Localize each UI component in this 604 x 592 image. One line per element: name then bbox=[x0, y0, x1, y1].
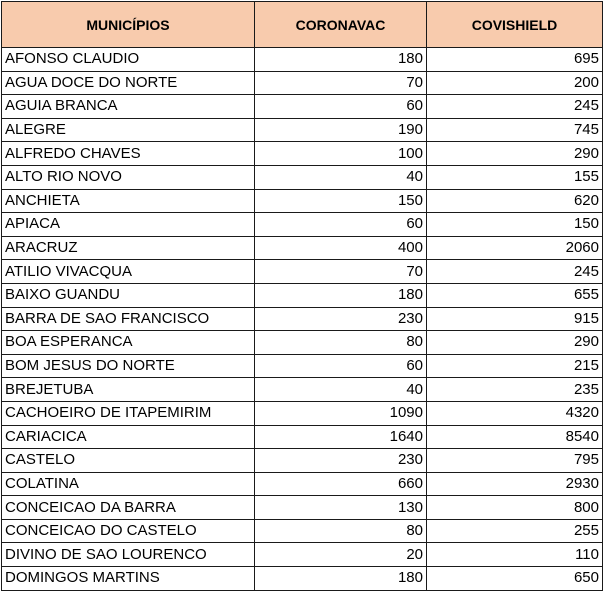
municipio-cell: ARACRUZ bbox=[2, 236, 255, 260]
covishield-cell: 255 bbox=[427, 519, 603, 543]
table-row bbox=[2, 236, 603, 260]
municipio-cell: CONCEICAO DO CASTELO bbox=[2, 519, 255, 543]
covishield-cell: 695 bbox=[427, 48, 603, 72]
table-row bbox=[2, 48, 603, 72]
covishield-cell: 2930 bbox=[427, 472, 603, 496]
table-row bbox=[2, 519, 603, 543]
coronavac-cell: 100 bbox=[255, 142, 427, 166]
covishield-cell: 215 bbox=[427, 354, 603, 378]
covishield-cell: 4320 bbox=[427, 401, 603, 425]
coronavac-cell: 190 bbox=[255, 118, 427, 142]
table-row bbox=[2, 496, 603, 520]
coronavac-cell: 150 bbox=[255, 189, 427, 213]
table-row bbox=[2, 118, 603, 142]
municipio-cell: AFONSO CLAUDIO bbox=[2, 48, 255, 72]
municipio-cell: DOMINGOS MARTINS bbox=[2, 567, 255, 591]
table-row bbox=[2, 71, 603, 95]
municipio-cell: ALFREDO CHAVES bbox=[2, 142, 255, 166]
covishield-cell: 235 bbox=[427, 378, 603, 402]
covishield-cell: 915 bbox=[427, 307, 603, 331]
coronavac-cell: 60 bbox=[255, 354, 427, 378]
covishield-cell: 155 bbox=[427, 165, 603, 189]
covishield-cell: 200 bbox=[427, 71, 603, 95]
covishield-cell: 290 bbox=[427, 331, 603, 355]
covishield-cell: 8540 bbox=[427, 425, 603, 449]
vaccine-distribution-table bbox=[1, 1, 603, 591]
municipio-cell: CONCEICAO DA BARRA bbox=[2, 496, 255, 520]
covishield-cell: 795 bbox=[427, 449, 603, 473]
covishield-cell: 620 bbox=[427, 189, 603, 213]
table-row bbox=[2, 213, 603, 237]
covishield-cell: 150 bbox=[427, 213, 603, 237]
table-row bbox=[2, 378, 603, 402]
coronavac-cell: 230 bbox=[255, 449, 427, 473]
municipio-cell: CASTELO bbox=[2, 449, 255, 473]
municipio-cell: AGUIA BRANCA bbox=[2, 95, 255, 119]
municipio-cell: AGUA DOCE DO NORTE bbox=[2, 71, 255, 95]
covishield-cell: 745 bbox=[427, 118, 603, 142]
municipio-cell: BREJETUBA bbox=[2, 378, 255, 402]
municipio-cell: BARRA DE SAO FRANCISCO bbox=[2, 307, 255, 331]
municipio-cell: APIACA bbox=[2, 213, 255, 237]
coronavac-cell: 180 bbox=[255, 283, 427, 307]
coronavac-cell: 60 bbox=[255, 213, 427, 237]
table-row bbox=[2, 567, 603, 591]
covishield-cell: 2060 bbox=[427, 236, 603, 260]
header-row bbox=[2, 2, 603, 48]
coronavac-cell: 1090 bbox=[255, 401, 427, 425]
municipio-cell: ALEGRE bbox=[2, 118, 255, 142]
table-row bbox=[2, 283, 603, 307]
coronavac-cell: 400 bbox=[255, 236, 427, 260]
municipio-cell: ANCHIETA bbox=[2, 189, 255, 213]
table-row bbox=[2, 95, 603, 119]
coronavac-cell: 180 bbox=[255, 567, 427, 591]
municipio-cell: BOA ESPERANCA bbox=[2, 331, 255, 355]
coronavac-cell: 40 bbox=[255, 378, 427, 402]
table-body bbox=[2, 48, 603, 591]
covishield-cell: 110 bbox=[427, 543, 603, 567]
coronavac-cell: 1640 bbox=[255, 425, 427, 449]
coronavac-cell: 80 bbox=[255, 519, 427, 543]
municipio-cell: BAIXO GUANDU bbox=[2, 283, 255, 307]
municipio-cell: CARIACICA bbox=[2, 425, 255, 449]
table-row bbox=[2, 142, 603, 166]
table-row bbox=[2, 543, 603, 567]
covishield-cell: 245 bbox=[427, 95, 603, 119]
header-coronavac: CORONAVAC bbox=[255, 2, 427, 48]
table-row bbox=[2, 331, 603, 355]
covishield-cell: 290 bbox=[427, 142, 603, 166]
coronavac-cell: 80 bbox=[255, 331, 427, 355]
table-row bbox=[2, 260, 603, 284]
coronavac-cell: 230 bbox=[255, 307, 427, 331]
table-row bbox=[2, 307, 603, 331]
table-row bbox=[2, 425, 603, 449]
covishield-cell: 655 bbox=[427, 283, 603, 307]
header-municipios: MUNICÍPIOS bbox=[2, 2, 255, 48]
table-row bbox=[2, 401, 603, 425]
table-row bbox=[2, 189, 603, 213]
municipio-cell: ALTO RIO NOVO bbox=[2, 165, 255, 189]
table-row bbox=[2, 165, 603, 189]
municipio-cell: CACHOEIRO DE ITAPEMIRIM bbox=[2, 401, 255, 425]
coronavac-cell: 180 bbox=[255, 48, 427, 72]
municipio-cell: BOM JESUS DO NORTE bbox=[2, 354, 255, 378]
coronavac-cell: 130 bbox=[255, 496, 427, 520]
coronavac-cell: 60 bbox=[255, 95, 427, 119]
covishield-cell: 650 bbox=[427, 567, 603, 591]
coronavac-cell: 660 bbox=[255, 472, 427, 496]
coronavac-cell: 20 bbox=[255, 543, 427, 567]
municipio-cell: DIVINO DE SAO LOURENCO bbox=[2, 543, 255, 567]
coronavac-cell: 40 bbox=[255, 165, 427, 189]
municipio-cell: COLATINA bbox=[2, 472, 255, 496]
coronavac-cell: 70 bbox=[255, 71, 427, 95]
table-row bbox=[2, 449, 603, 473]
covishield-cell: 800 bbox=[427, 496, 603, 520]
covishield-cell: 245 bbox=[427, 260, 603, 284]
header-covishield: COVISHIELD bbox=[427, 2, 603, 48]
table-row bbox=[2, 472, 603, 496]
table-row bbox=[2, 354, 603, 378]
coronavac-cell: 70 bbox=[255, 260, 427, 284]
municipio-cell: ATILIO VIVACQUA bbox=[2, 260, 255, 284]
